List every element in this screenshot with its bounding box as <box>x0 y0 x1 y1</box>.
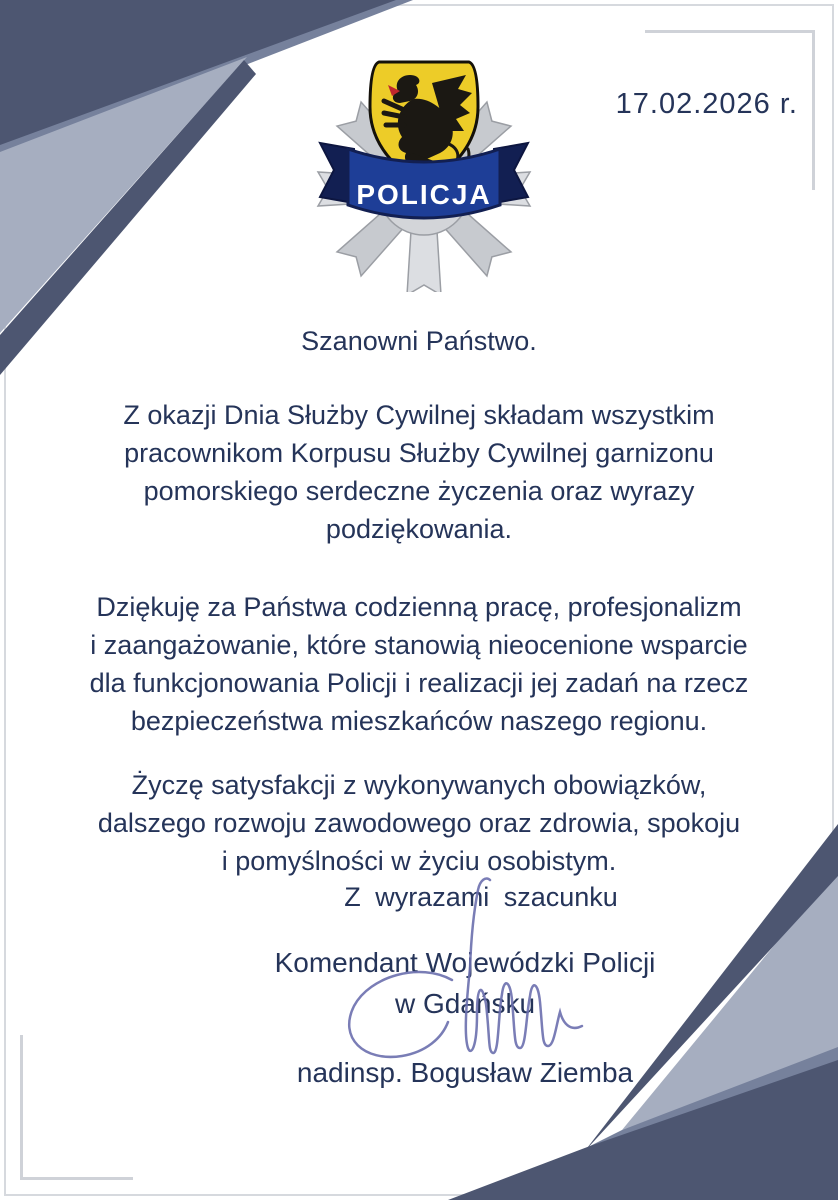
letter-date: 17.02.2026 r. <box>615 88 798 120</box>
paragraph-1 <box>0 396 838 548</box>
paragraph-line: pomorskiego serdeczne życzenia oraz wyrazy <box>143 476 695 506</box>
paragraph-2 <box>0 588 838 740</box>
paragraph-line: dalszego rozwoju zawodowego oraz zdrowia, spokoju <box>97 808 741 838</box>
paragraph-line: i pomyślności w życiu osobistym. <box>221 846 617 876</box>
signer-title-line1: Komendant Wojewódzki Policji <box>274 947 656 978</box>
paragraph-3 <box>0 766 838 880</box>
paragraph-line: podziękowania. <box>325 514 513 544</box>
paragraph-line: dla funkcjonowania Policji i realizacji jej zadań na rzecz <box>89 668 749 698</box>
paragraph-line: Dziękuję za Państwa codzienną pracę, profesjonalizm <box>96 592 742 622</box>
paragraph-line: bezpieczeństwa mieszkańców naszego regionu. <box>130 706 708 736</box>
greeting: Szanowni Państwo. <box>301 326 537 356</box>
closing-phrase: Z wyrazami szacunku <box>344 882 618 912</box>
banner-text: POLICJA <box>356 179 492 210</box>
paragraph-line: Z okazji Dnia Służby Cywilnej składam wszystkim <box>123 400 715 430</box>
paragraph-line: pracownikom Korpusu Służby Cywilnej garnizonu <box>124 438 714 468</box>
police-star-emblem <box>314 57 534 292</box>
signer-title-line2: w Gdańsku <box>394 988 536 1019</box>
handwritten-signature <box>330 876 610 1086</box>
paragraph-line: i zaangażowanie, które stanowią nieocenione wsparcie <box>90 630 748 660</box>
signer-name: nadinsp. Bogusław Ziemba <box>296 1057 634 1088</box>
paragraph-line: Życzę satysfakcji z wykonywanych obowiązków, <box>131 770 707 800</box>
